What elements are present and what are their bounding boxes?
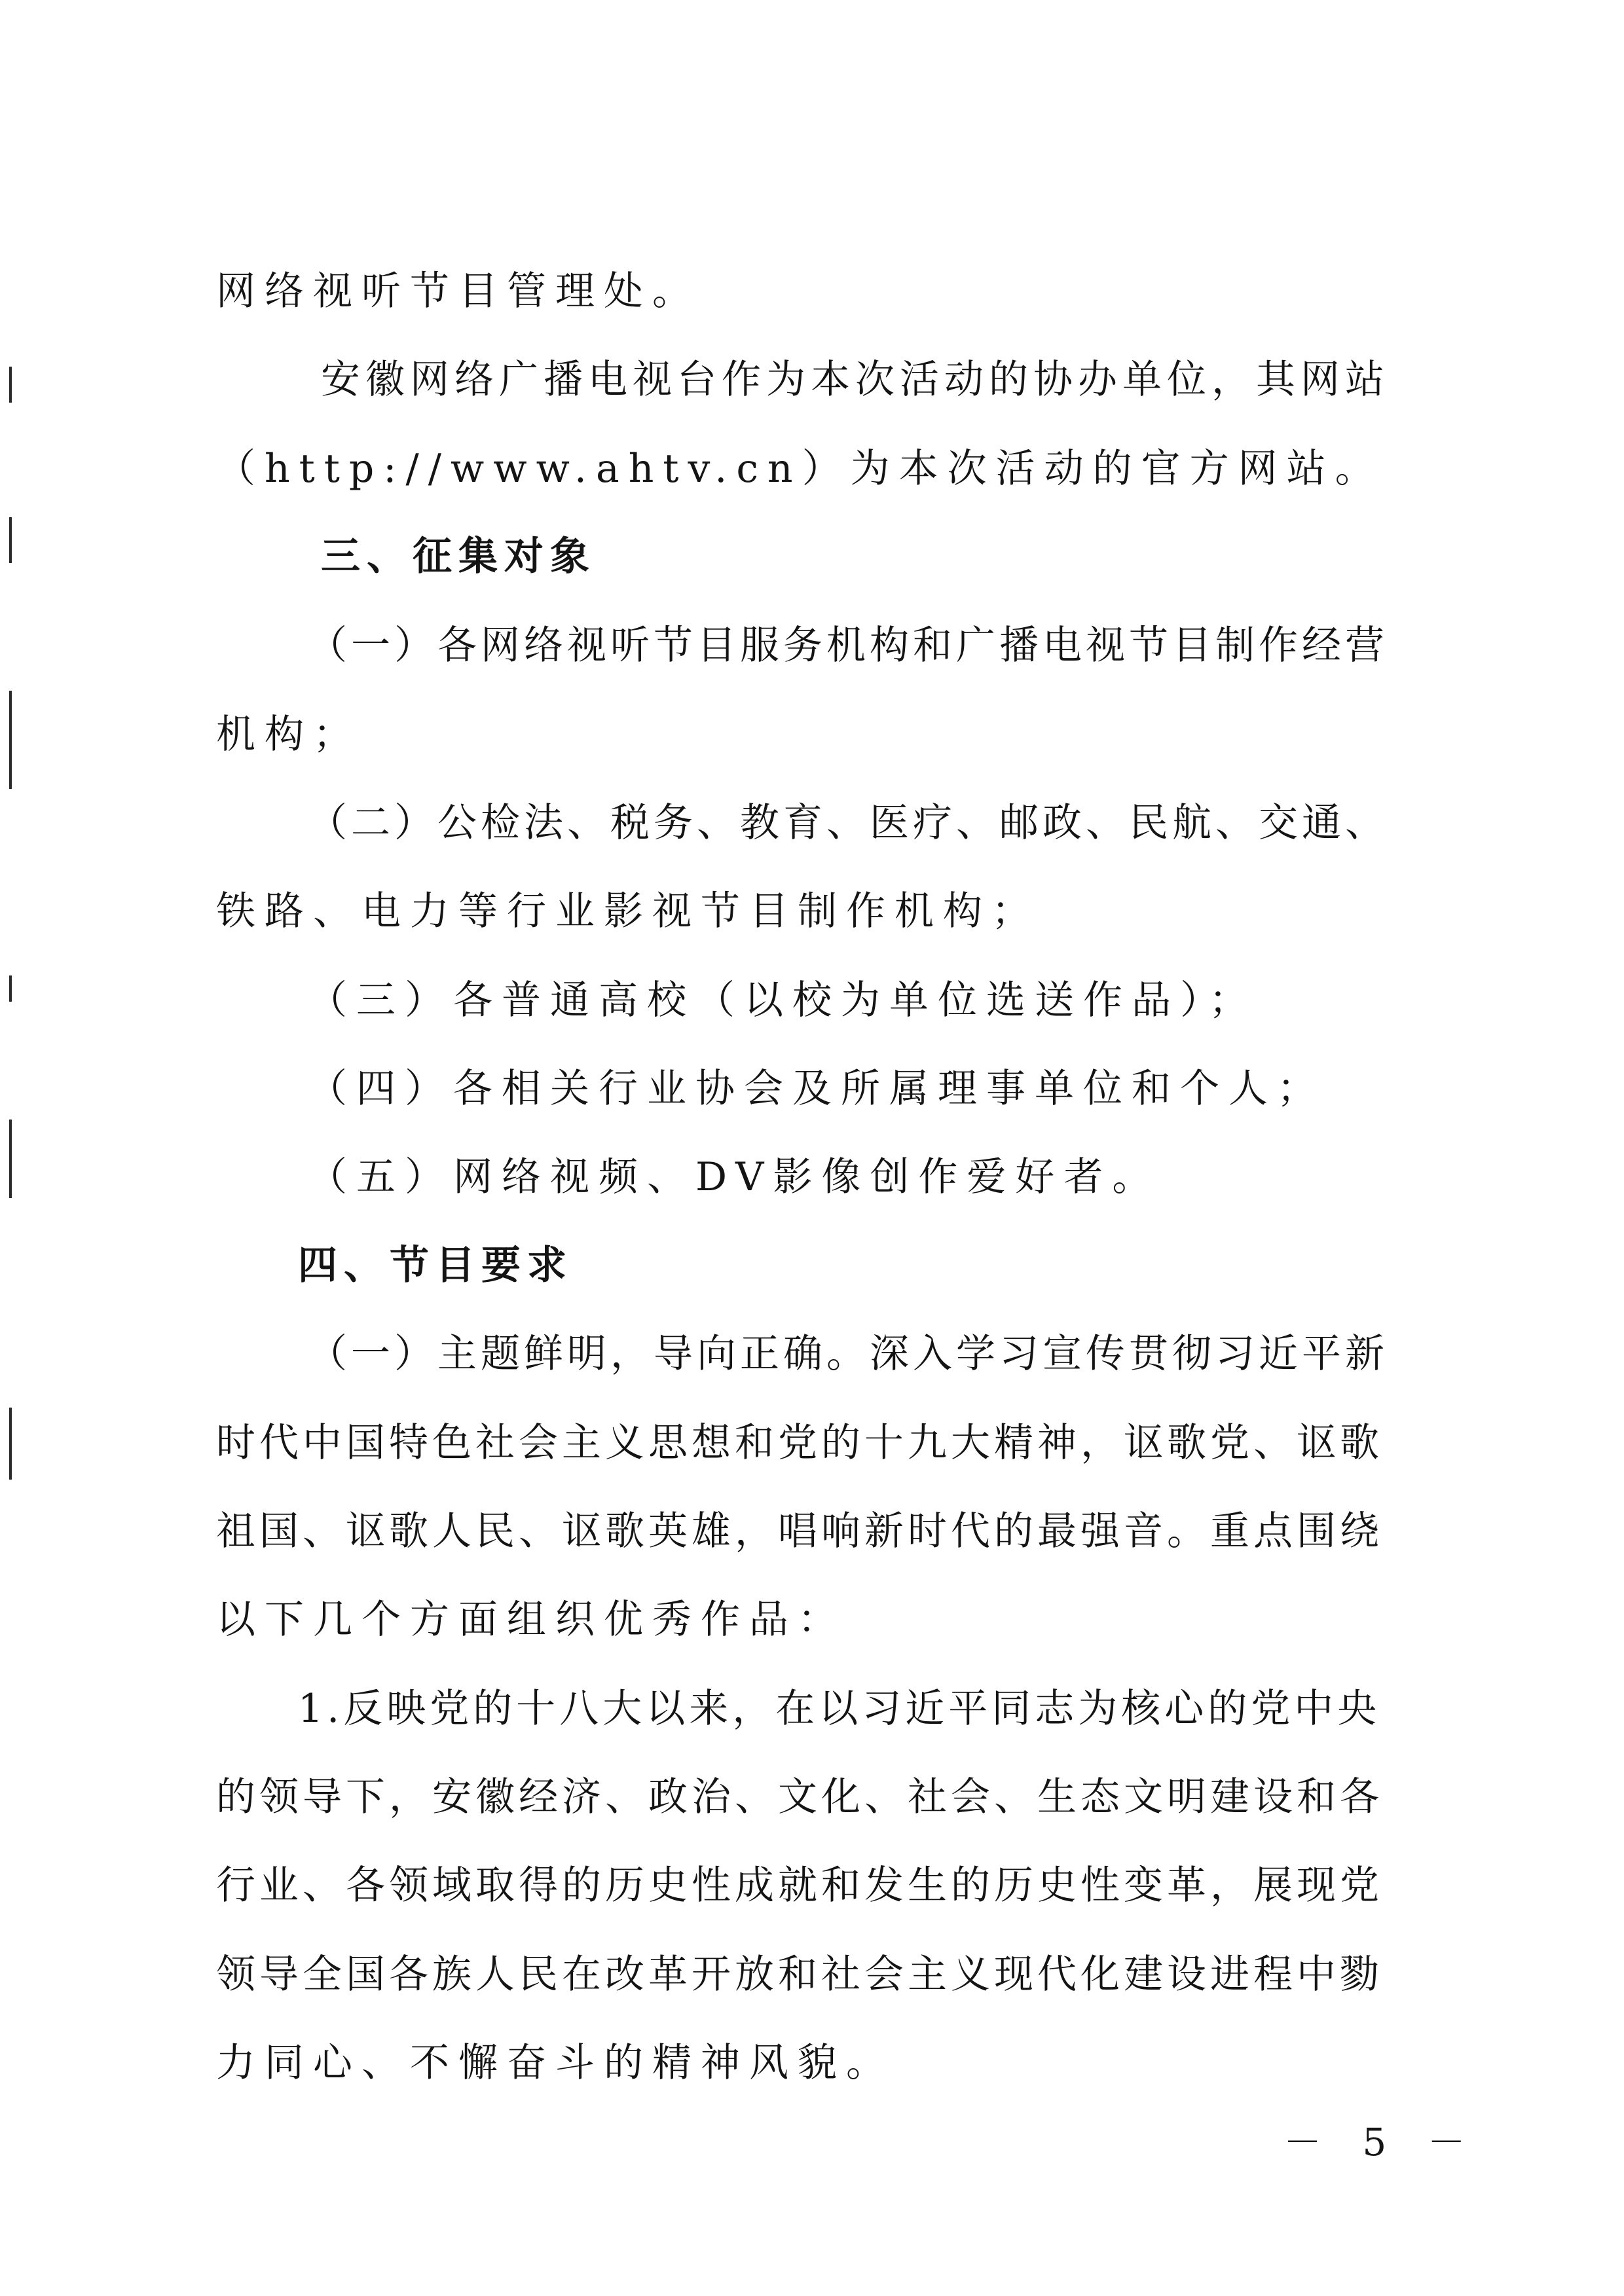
paragraph-line: （一）主题鲜明，导向正确。深入学习宣传贯彻习近平新	[308, 1331, 1388, 1377]
paragraph-line: 力同心、不懈奋斗的精神风貌。	[216, 2040, 895, 2086]
paragraph-line: 网络视听节目管理处。	[216, 268, 701, 314]
paragraph-line: 时代中国特色社会主义思想和党的十九大精神，讴歌党、讴歌	[216, 1420, 1383, 1466]
paragraph-line: 领导全国各族人民在改革开放和社会主义现代化建设进程中勠	[216, 1952, 1383, 1997]
paragraph-line: （五）网络视频、DV影像创作爱好者。	[308, 1154, 1161, 1200]
section-heading: 三、征集对象	[321, 534, 596, 579]
scan-edge-mark	[9, 975, 12, 1002]
paragraph-line: 机构；	[216, 712, 361, 757]
scan-edge-mark	[9, 1408, 12, 1480]
section-heading: 四、节目要求	[298, 1243, 573, 1288]
paragraph-line: 行业、各领域取得的历史性成就和发生的历史性变革，展现党	[216, 1863, 1383, 1908]
paragraph-line: （三）各普通高校（以校为单位选送作品）；	[308, 977, 1257, 1023]
paragraph-line: （一）各网络视听节目服务机构和广播电视节目制作经营	[308, 623, 1388, 668]
paragraph-line: 安徽网络广播电视台作为本次活动的协办单位，其网站	[321, 357, 1390, 403]
paragraph-line: （http://www.ahtv.cn）为本次活动的官方网站。	[216, 446, 1384, 492]
paragraph-line: 的领导下，安徽经济、政治、文化、社会、生态文明建设和各	[216, 1774, 1383, 1820]
scan-edge-mark	[9, 1120, 12, 1198]
paragraph-line: 铁路、电力等行业影视节目制作机构；	[216, 888, 1040, 934]
page-number: － 5 －	[1283, 2120, 1480, 2164]
paragraph-line: 祖国、讴歌人民、讴歌英雄，唱响新时代的最强音。重点围绕	[216, 1508, 1383, 1554]
paragraph-line: 以下几个方面组织优秀作品：	[216, 1597, 846, 1643]
scan-edge-mark	[9, 367, 12, 403]
paragraph-line: （二）公检法、税务、教育、医疗、邮政、民航、交通、	[308, 800, 1388, 846]
paragraph-line: （四）各相关行业协会及所属理事单位和个人；	[308, 1066, 1325, 1112]
paragraph-line: 1.反映党的十八大以来，在以习近平同志为核心的党中央	[298, 1686, 1381, 1732]
scan-edge-mark	[9, 517, 12, 563]
scan-edge-mark	[9, 691, 12, 789]
